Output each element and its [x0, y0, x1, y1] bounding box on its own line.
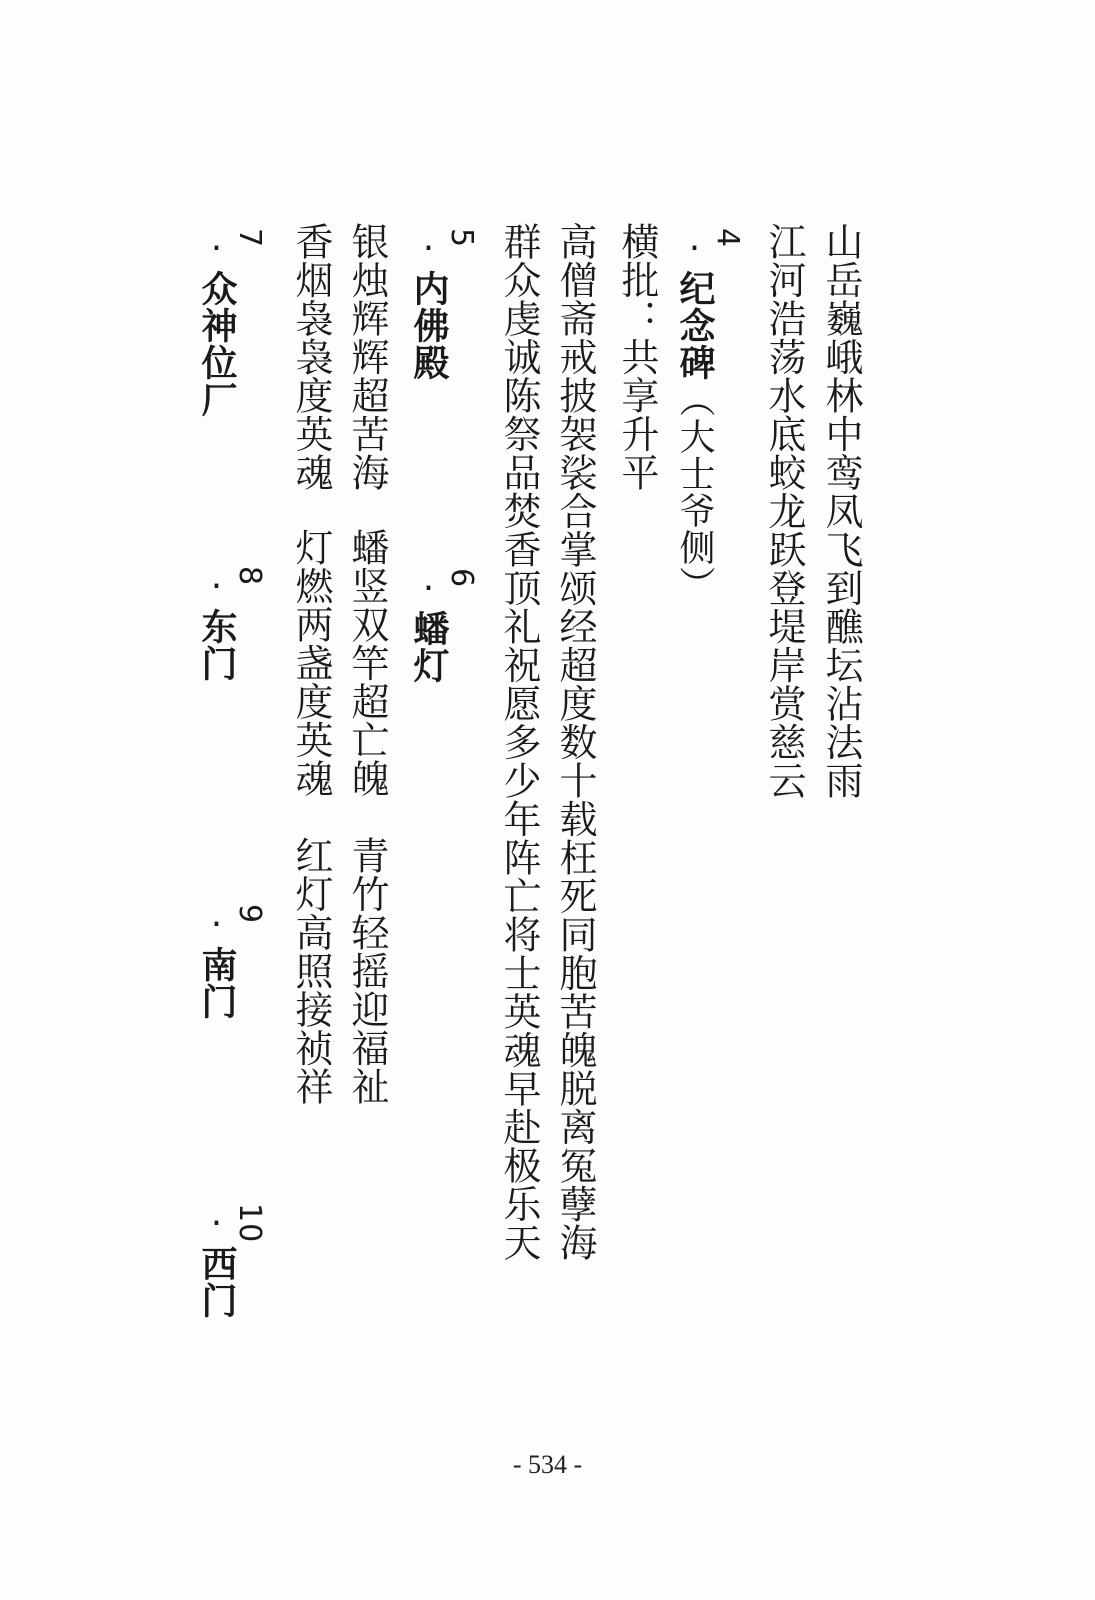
- section-4-hengpi: 横批：共享升平: [615, 222, 659, 492]
- section-4-line-2: 群众虔诚陈祭品焚香顶礼祝愿多少年阵亡将士英魂早赴极乐天: [497, 222, 541, 1262]
- section-6-line-2b: 红灯高照接祯祥: [289, 836, 333, 1106]
- section-4-number: 4: [710, 228, 745, 249]
- section-8-number: 8: [232, 566, 267, 587]
- section-dot: ·: [408, 228, 449, 270]
- section-5-number: 5: [444, 228, 479, 249]
- section-5-line-1: 银烛辉辉超苦海: [345, 222, 389, 492]
- section-8-title: 东门: [196, 608, 237, 682]
- section-7-number: 7: [232, 228, 267, 249]
- section-5-heading: [408, 228, 479, 381]
- section-dot: ·: [196, 1203, 237, 1245]
- section-6-line-1a: 蟠竖双竿超亡魄: [345, 528, 389, 798]
- section-4-line-1: 高僧斋戒披袈裟合掌颂经超度数十载枉死同胞苦魄脱离冤孽海: [553, 222, 597, 1262]
- page-number: - 534 -: [512, 1450, 583, 1479]
- section-7-title: 众神位厂: [196, 270, 237, 418]
- section-dot: ·: [196, 228, 237, 270]
- section-6-number: 6: [444, 568, 479, 589]
- section-4-note: （大士爷侧）: [674, 381, 715, 603]
- section-5-line-2: 香烟袅袅度英魂: [289, 222, 333, 492]
- section-10-title: 西门: [196, 1245, 237, 1319]
- section-dot: ·: [196, 566, 237, 608]
- section-6-line-1b: 青竹轻摇迎福祉: [345, 836, 389, 1106]
- section-8-heading: [196, 566, 267, 682]
- section-7-heading: [196, 228, 267, 418]
- section-10-heading: [196, 1203, 267, 1319]
- section-10-number: 10: [232, 1203, 267, 1244]
- section-dot: ·: [196, 904, 237, 946]
- section-6-title: 蟠灯: [408, 610, 449, 684]
- section-5-title: 内佛殿: [408, 270, 449, 381]
- section-9-title: 南门: [196, 946, 237, 1020]
- section-dot: ·: [408, 568, 449, 610]
- section-9-number: 9: [232, 904, 267, 925]
- section-4-heading: [674, 228, 745, 603]
- section-dot: ·: [674, 228, 715, 270]
- couplet-top-right: 山岳巍峨林中鸾凤飞到醮坛沾法雨: [819, 222, 863, 800]
- section-4-title: 纪念碑: [674, 270, 715, 381]
- section-9-heading: [196, 904, 267, 1020]
- section-6-heading: [408, 568, 479, 684]
- section-6-line-2a: 灯燃两盏度英魂: [289, 528, 333, 798]
- couplet-top-left: 江河浩荡水底蛟龙跃登堤岸赏慈云: [762, 222, 806, 800]
